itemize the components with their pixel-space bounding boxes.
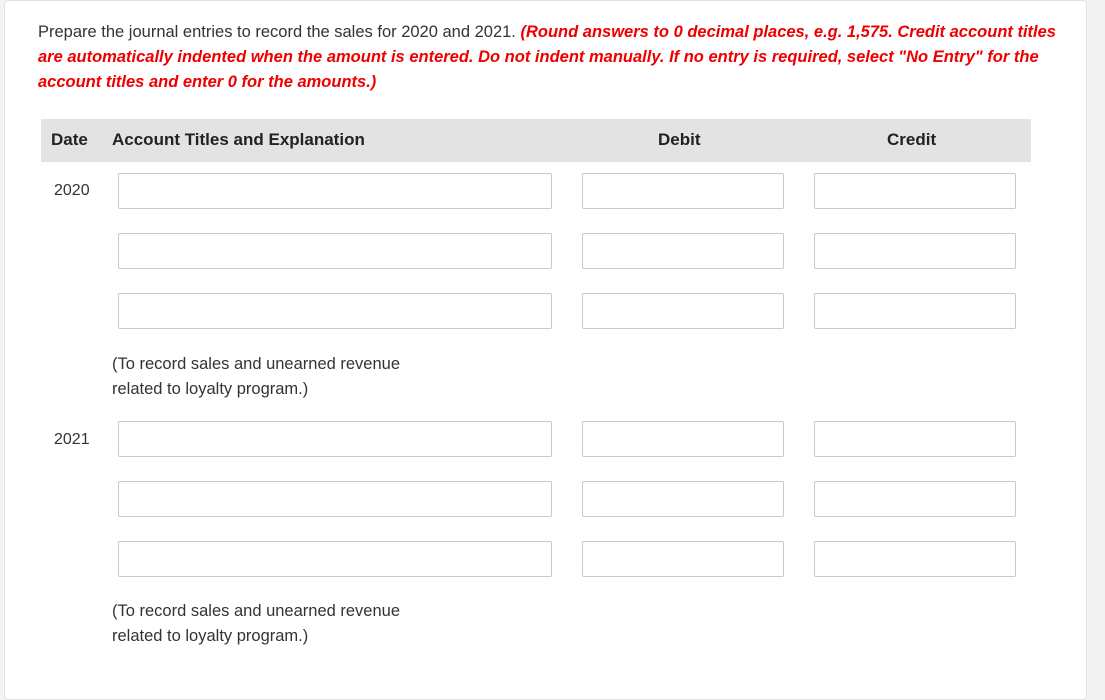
- account-title-input[interactable]: [118, 293, 552, 329]
- credit-input[interactable]: [814, 233, 1016, 269]
- instructions-note: (Round answers to 0 decimal places, e.g. 1,575. Credit account titles are automatically indented when the amount is entered. Do not indent manually. If no entry is required, select "No Entry" for the account titles and enter 0 for the amounts.): [38, 23, 1056, 91]
- credit-input[interactable]: [814, 421, 1016, 457]
- table-header: [41, 119, 1031, 162]
- debit-input[interactable]: [582, 293, 784, 329]
- credit-input[interactable]: [814, 293, 1016, 329]
- entry-explanation-2021: (To record sales and unearned revenue related to loyalty program.): [112, 602, 401, 645]
- debit-input[interactable]: [582, 173, 784, 209]
- account-title-input[interactable]: [118, 173, 552, 209]
- header-date: Date: [51, 130, 88, 149]
- header-debit: Debit: [658, 130, 701, 149]
- credit-input[interactable]: [814, 541, 1016, 577]
- account-title-input[interactable]: [118, 233, 552, 269]
- debit-input[interactable]: [582, 421, 784, 457]
- account-title-input[interactable]: [118, 481, 552, 517]
- instructions-text: Prepare the journal entries to record the sales for 2020 and 2021.: [38, 23, 521, 41]
- credit-input[interactable]: [814, 173, 1016, 209]
- question-card: [4, 0, 1087, 700]
- entry-explanation-2020: (To record sales and unearned revenue related to loyalty program.): [112, 355, 401, 398]
- account-title-input[interactable]: [118, 421, 552, 457]
- instructions: [38, 20, 1068, 95]
- entry-year-2020: 2020: [54, 182, 90, 199]
- credit-input[interactable]: [814, 481, 1016, 517]
- debit-input[interactable]: [582, 233, 784, 269]
- debit-input[interactable]: [582, 481, 784, 517]
- header-account-titles: Account Titles and Explanation: [112, 130, 365, 149]
- account-title-input[interactable]: [118, 541, 552, 577]
- header-credit: Credit: [887, 130, 937, 149]
- debit-input[interactable]: [582, 541, 784, 577]
- entry-year-2021: 2021: [54, 431, 90, 448]
